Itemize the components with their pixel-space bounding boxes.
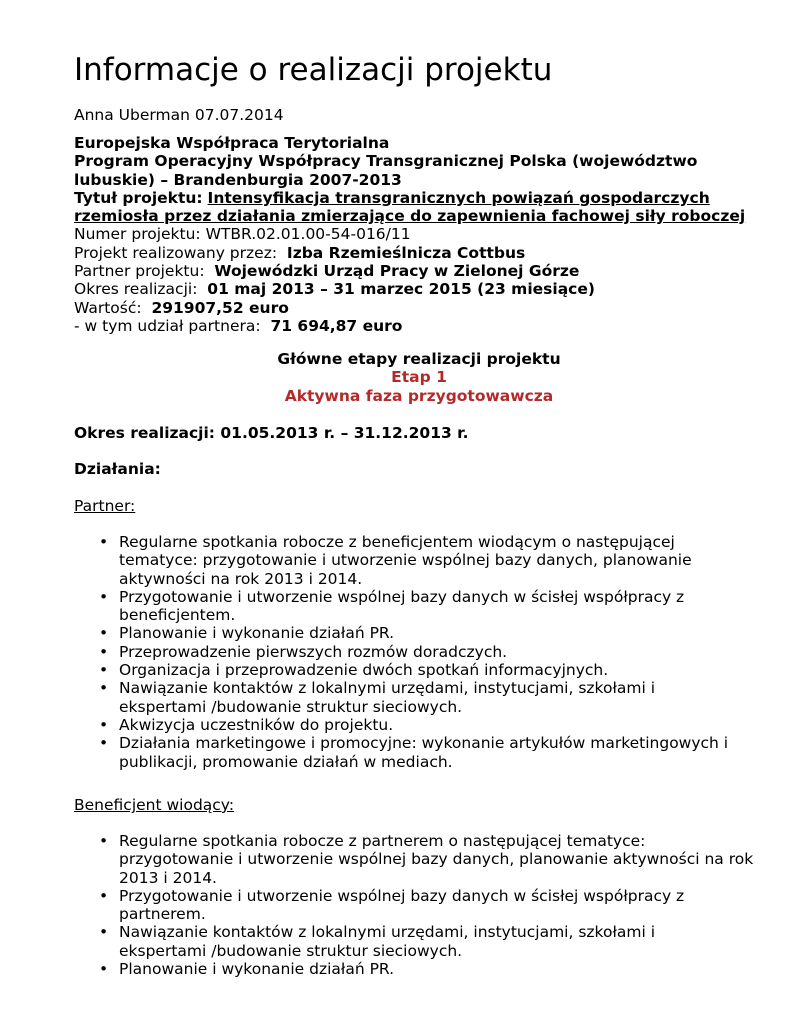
bullet-icon: • xyxy=(99,642,109,661)
list-item xyxy=(74,923,764,960)
bullet-icon: • xyxy=(99,624,109,643)
value-amount: 291907,52 euro xyxy=(151,298,289,317)
list-item-line: ekspertami /budowanie struktur sieciowych. xyxy=(119,697,463,716)
partner-share-row xyxy=(74,317,764,335)
project-title-line-2: rzemiosła przez działania zmierzające do zapewnienia fachowej siły roboczej xyxy=(74,207,746,226)
document-title: Informacje o realizacji projektu xyxy=(74,52,553,88)
bullet-icon: • xyxy=(99,832,109,850)
list-item-line: Przygotowanie i utworzenie wspólnej bazy danych w ścisłej współpracy z xyxy=(119,587,685,606)
program-line-2: Program Operacyjny Współpracy Transgranicznej Polska (województwo xyxy=(74,152,698,171)
project-title-row xyxy=(74,189,764,207)
list-item xyxy=(74,661,764,679)
realized-by-value: Izba Rzemieślnicza Cottbus xyxy=(286,243,526,262)
list-item xyxy=(74,960,764,978)
stages-block xyxy=(74,350,764,405)
bullet-icon: • xyxy=(99,533,109,551)
list-item xyxy=(74,624,764,642)
list-item-line: Planowanie i wykonanie działań PR. xyxy=(119,624,395,643)
list-item-line: Przeprowadzenie pierwszych rozmów doradczych. xyxy=(119,642,508,661)
list-item-line: ekspertami /budowanie struktur sieciowych. xyxy=(119,941,463,960)
lead-beneficiary-heading: Beneficjent wiodący: xyxy=(74,796,235,814)
period-value: 01 maj 2013 – 31 marzec 2015 (23 miesiące) xyxy=(207,280,595,299)
project-title-line-1: Intensyfikacja transgranicznych powiązań gospodarczych xyxy=(207,188,710,207)
list-item xyxy=(74,716,764,734)
list-item-line: beneficjentem. xyxy=(119,606,236,625)
list-item-line: Działania marketingowe i promocyjne: wykonanie artykułów marketingowych i xyxy=(119,734,729,753)
list-item xyxy=(74,533,764,588)
list-item-line: partnerem. xyxy=(119,905,206,924)
list-item xyxy=(74,887,764,924)
list-item-line: Planowanie i wykonanie działań PR. xyxy=(119,960,395,979)
bullet-icon: • xyxy=(99,715,109,734)
program-line-1: Europejska Współpraca Terytorialna xyxy=(74,134,390,152)
list-item xyxy=(74,832,764,887)
list-item-line: przygotowanie i utworzenie wspólnej bazy danych, planowanie aktywności na rok xyxy=(119,850,754,869)
bullet-icon: • xyxy=(99,734,109,753)
stages-heading: Główne etapy realizacji projektu xyxy=(277,350,561,368)
value-row xyxy=(74,299,764,317)
partner-heading: Partner: xyxy=(74,497,136,515)
realized-by-row xyxy=(74,244,764,262)
list-item-line: Regularne spotkania robocze z partnerem o następującej tematyce: xyxy=(119,832,646,850)
list-item-line: Regularne spotkania robocze z beneficjentem wiodącym o następującej xyxy=(119,533,675,551)
partner-label: Partner projektu: xyxy=(74,262,205,281)
bullet-icon: • xyxy=(99,886,109,905)
bullet-icon: • xyxy=(99,960,109,979)
stage-name: Aktywna faza przygotowawcza xyxy=(284,386,554,405)
list-item-line: Przygotowanie i utworzenie wspólnej bazy danych w ścisłej współpracy z xyxy=(119,886,685,905)
bullet-icon: • xyxy=(99,587,109,606)
list-item-line: Organizacja i przeprowadzenie dwóch spotkań informacyjnych. xyxy=(119,661,609,680)
list-item xyxy=(74,734,764,771)
partner-row xyxy=(74,262,764,280)
stage-label: Etap 1 xyxy=(391,368,447,387)
period-label: Okres realizacji: xyxy=(74,280,198,299)
partner-actions-list xyxy=(74,533,764,771)
list-item-line: 2013 i 2014. xyxy=(119,868,217,887)
program-line-3: lubuskie) – Brandenburgia 2007-2013 xyxy=(74,170,402,189)
list-item-line: Nawiązanie kontaktów z lokalnymi urzędami, instytucjami, szkołami i xyxy=(119,923,656,942)
realized-by-label: Projekt realizowany przez: xyxy=(74,243,278,262)
list-item-line: publikacji, promowanie działań w mediach. xyxy=(119,752,453,771)
bullet-icon: • xyxy=(99,679,109,698)
author-line: Anna Uberman 07.07.2014 xyxy=(74,106,284,124)
list-item xyxy=(74,588,764,625)
project-info xyxy=(74,134,764,335)
partner-value: Wojewódzki Urząd Pracy w Zielonej Górze xyxy=(214,262,580,281)
partner-share-label: - w tym udział partnera: xyxy=(74,316,261,335)
project-title-label: Tytuł projektu: xyxy=(74,188,203,207)
lead-actions-list xyxy=(74,832,764,978)
list-item xyxy=(74,643,764,661)
list-item-line: Akwizycja uczestników do projektu. xyxy=(119,715,394,734)
list-item xyxy=(74,679,764,716)
list-item-line: tematyce: przygotowanie i utworzenie wspólnej bazy danych, planowanie xyxy=(119,551,692,570)
bullet-icon: • xyxy=(99,923,109,942)
project-number: Numer projektu: WTBR.02.01.00-54-016/11 xyxy=(74,225,411,244)
period-row xyxy=(74,280,764,298)
stage-period: Okres realizacji: 01.05.2013 r. – 31.12.2013 r. xyxy=(74,424,469,442)
list-item-line: aktywności na rok 2013 i 2014. xyxy=(119,569,363,588)
value-label: Wartość: xyxy=(74,298,142,317)
actions-heading: Działania: xyxy=(74,460,161,478)
list-item-line: Nawiązanie kontaktów z lokalnymi urzędami, instytucjami, szkołami i xyxy=(119,679,656,698)
partner-share-amount: 71 694,87 euro xyxy=(270,316,403,335)
bullet-icon: • xyxy=(99,661,109,680)
